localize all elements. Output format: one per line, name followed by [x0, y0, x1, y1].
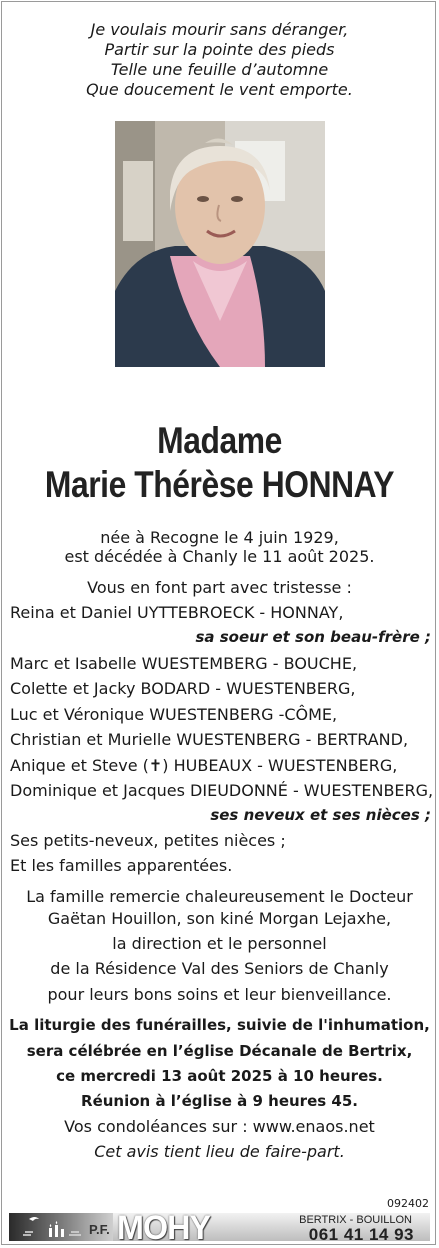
title-salutation: Madame — [157, 420, 282, 461]
poem-line: Que doucement le vent emporte. — [86, 80, 353, 99]
brand-name: MOHY — [117, 1213, 211, 1241]
funeral-line: sera célébrée en l’église Décanale de Bertrix, — [26, 1042, 413, 1060]
funeral-line: ce mercredi 13 août 2025 à 10 heures. — [56, 1067, 383, 1085]
notice-line: Cet avis tient lieu de faire-part. — [94, 1142, 345, 1161]
phone-number: 061 41 14 93 — [308, 1225, 414, 1241]
poem — [0, 20, 439, 100]
thanks-line: La famille remercie chaleureusement le Docteur — [26, 887, 413, 906]
poem-line: Telle une feuille d’automne — [110, 60, 329, 79]
family-line: Et les familles apparentées. — [10, 856, 233, 875]
family-line: Reina et Daniel UYTTEBROECK - HONNAY, — [10, 603, 344, 622]
thanks-line: Gaëtan Houillon, son kiné Morgan Lejaxhe, — [47, 909, 392, 928]
funeral-home-banner — [9, 1213, 430, 1241]
funeral-line: La liturgie des funérailles, suivie de l'inhumation, — [9, 1016, 430, 1034]
portrait-illustration — [115, 121, 325, 367]
deceased-name: Marie Thérèse HONNAY — [44, 464, 395, 505]
funeral-line: Réunion à l’église à 9 heures 45. — [81, 1092, 358, 1110]
family-line: Anique et Steve (✝) HUBEAUX - WUESTENBERG, — [10, 756, 398, 775]
portrait-photo — [115, 121, 325, 367]
thanks-line: pour leurs bons soins et leur bienveillance. — [47, 985, 392, 1004]
announce-line: Vous en font part avec tristesse : — [87, 578, 352, 597]
relation-sister: sa soeur et son beau-frère ; — [195, 628, 431, 646]
death-line: est décédée à Chanly le 11 août 2025. — [64, 547, 375, 566]
birth-line: née à Recogne le 4 juin 1929, — [100, 528, 339, 547]
family-line: Colette et Jacky BODARD - WUESTENBERG, — [10, 679, 356, 698]
family-line: Luc et Véronique WUESTENBERG -CÔME, — [10, 705, 338, 724]
relation-nephews: ses neveux et ses nièces ; — [210, 806, 431, 824]
thanks-line: la direction et le personnel — [112, 934, 327, 953]
poem-line: Partir sur la pointe des pieds — [104, 40, 335, 59]
family-line: Christian et Murielle WUESTENBERG - BERTRAND, — [10, 730, 409, 749]
towns-label: BERTRIX - BOUILLON — [299, 1214, 412, 1226]
family-line: Ses petits-neveux, petites nièces ; — [10, 831, 286, 850]
thanks-line: de la Résidence Val des Seniors de Chanly — [50, 959, 389, 978]
condolences-line: Vos condoléances sur : www.enaos.net — [64, 1117, 375, 1136]
pf-label: P.F. — [89, 1222, 110, 1237]
poem-line: Je voulais mourir sans déranger, — [90, 20, 349, 39]
family-line: Dominique et Jacques DIEUDONNÉ - WUESTENBERG, — [10, 781, 434, 800]
family-line: Marc et Isabelle WUESTEMBERG - BOUCHE, — [10, 654, 358, 673]
reference-number: 092402 — [387, 1197, 429, 1210]
